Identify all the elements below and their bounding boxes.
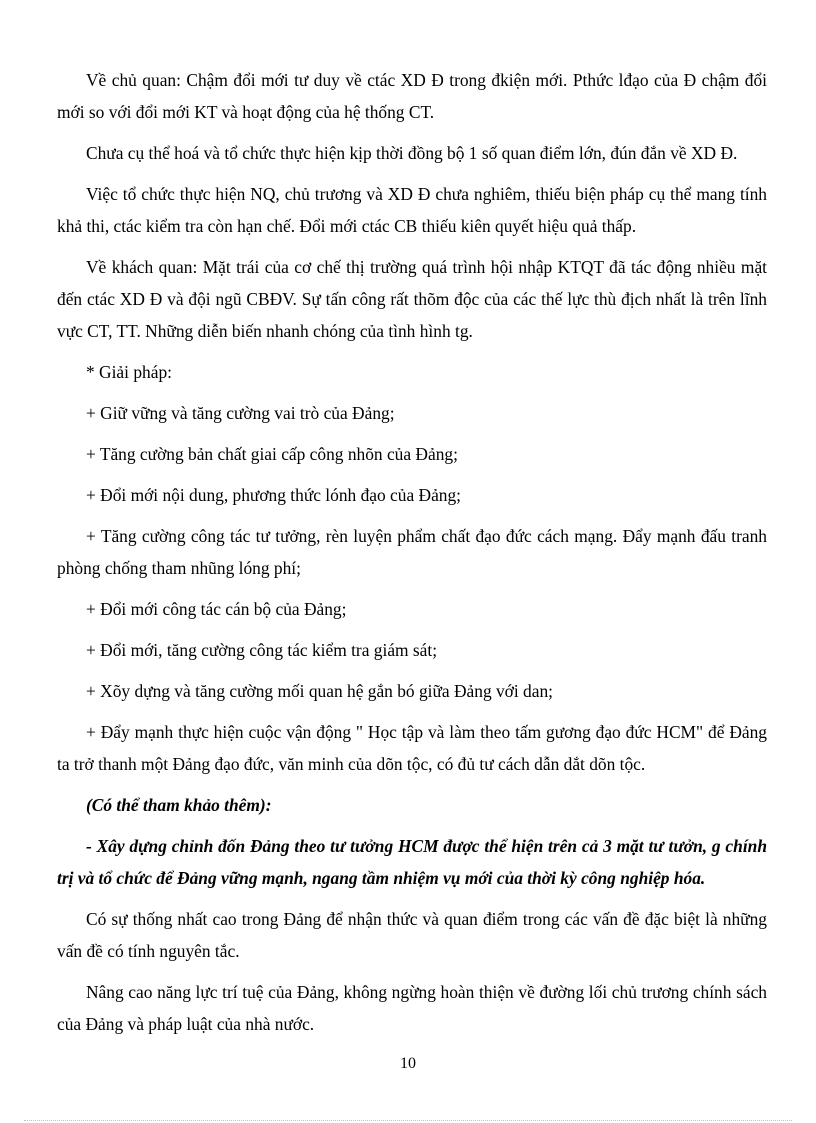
paragraph: Việc tổ chức thực hiện NQ, chủ trương và XD Đ chưa nghiêm, thiếu biện pháp cụ thể mang tính khả thi, ctác kiểm tra còn hạn chế. Đổi mới ctác CB thiếu kiên quyết hiệu quả thấp. xyxy=(57,184,767,236)
paragraph: Về chủ quan: Chậm đổi mới tư duy về ctác XD Đ trong đkiện mới. Pthức lđạo của Đ chậm đổi mới so với đổi mới KT và hoạt động của hệ thống CT. xyxy=(57,70,767,122)
footer-divider xyxy=(24,1120,792,1121)
reference-note: (Có thể tham khảo thêm): xyxy=(86,795,272,815)
paragraph: Chưa cụ thể hoá và tổ chức thực hiện kịp thời đồng bộ 1 số quan điểm lớn, đún đắn về XD Đ. xyxy=(86,143,738,163)
paragraph: Về khách quan: Mặt trái của cơ chế thị trường quá trình hội nhập KTQT đã tác động nhiều mặt đến ctác XD Đ và đội ngũ CBĐV. Sự tấn công rất thõm độc của các thế lực thù địch nhất là trên lĩnh vực CT, TT. Những diễn biến nhanh chóng của tình hình tg. xyxy=(57,257,767,341)
list-item: + Đổi mới công tác cán bộ của Đảng; xyxy=(86,599,347,619)
paragraph: Có sự thống nhất cao trong Đảng để nhận thức và quan điểm trong các vấn đề đặc biệt là những vấn đề có tính nguyên tắc. xyxy=(57,909,767,961)
list-item: + Tăng cường công tác tư tưởng, rèn luyện phẩm chất đạo đức cách mạng. Đẩy mạnh đấu tranh phòng chống tham nhũng lóng phí; xyxy=(57,526,767,578)
list-item: + Đổi mới, tăng cường công tác kiểm tra giám sát; xyxy=(86,640,438,660)
emphasized-paragraph: - Xây dựng chỉnh đốn Đảng theo tư tưởng HCM được thể hiện trên cả 3 mặt tư tưởn, g chính trị và tổ chức để Đảng vững mạnh, ngang tầm nhiệm vụ mới của thời kỳ công nghiệp hóa. xyxy=(57,836,767,888)
list-item: + Tăng cường bản chất giai cấp công nhõn của Đảng; xyxy=(86,444,458,464)
list-item: + Đẩy mạnh thực hiện cuộc vận động " Học tập và làm theo tấm gương đạo đức HCM" để Đảng ta trở thanh một Đảng đạo đức, văn minh của dõn tộc, có đủ tư cách dẫn dắt dõn tộc. xyxy=(57,722,767,774)
paragraph: Nâng cao năng lực trí tuệ của Đảng, không ngừng hoàn thiện về đường lối chủ trương chính sách của Đảng và pháp luật của nhà nước. xyxy=(57,982,767,1034)
list-item: + Đổi mới nội dung, phương thức lónh đạo của Đảng; xyxy=(86,485,462,505)
list-heading: * Giải pháp: xyxy=(86,362,172,382)
document-body xyxy=(57,64,767,1049)
list-item: + Giữ vững và tăng cường vai trò của Đảng; xyxy=(86,403,395,423)
page-number: 10 xyxy=(400,1055,416,1072)
list-item: + Xõy dựng và tăng cường mối quan hệ gắn bó giữa Đảng với dan; xyxy=(86,681,553,701)
